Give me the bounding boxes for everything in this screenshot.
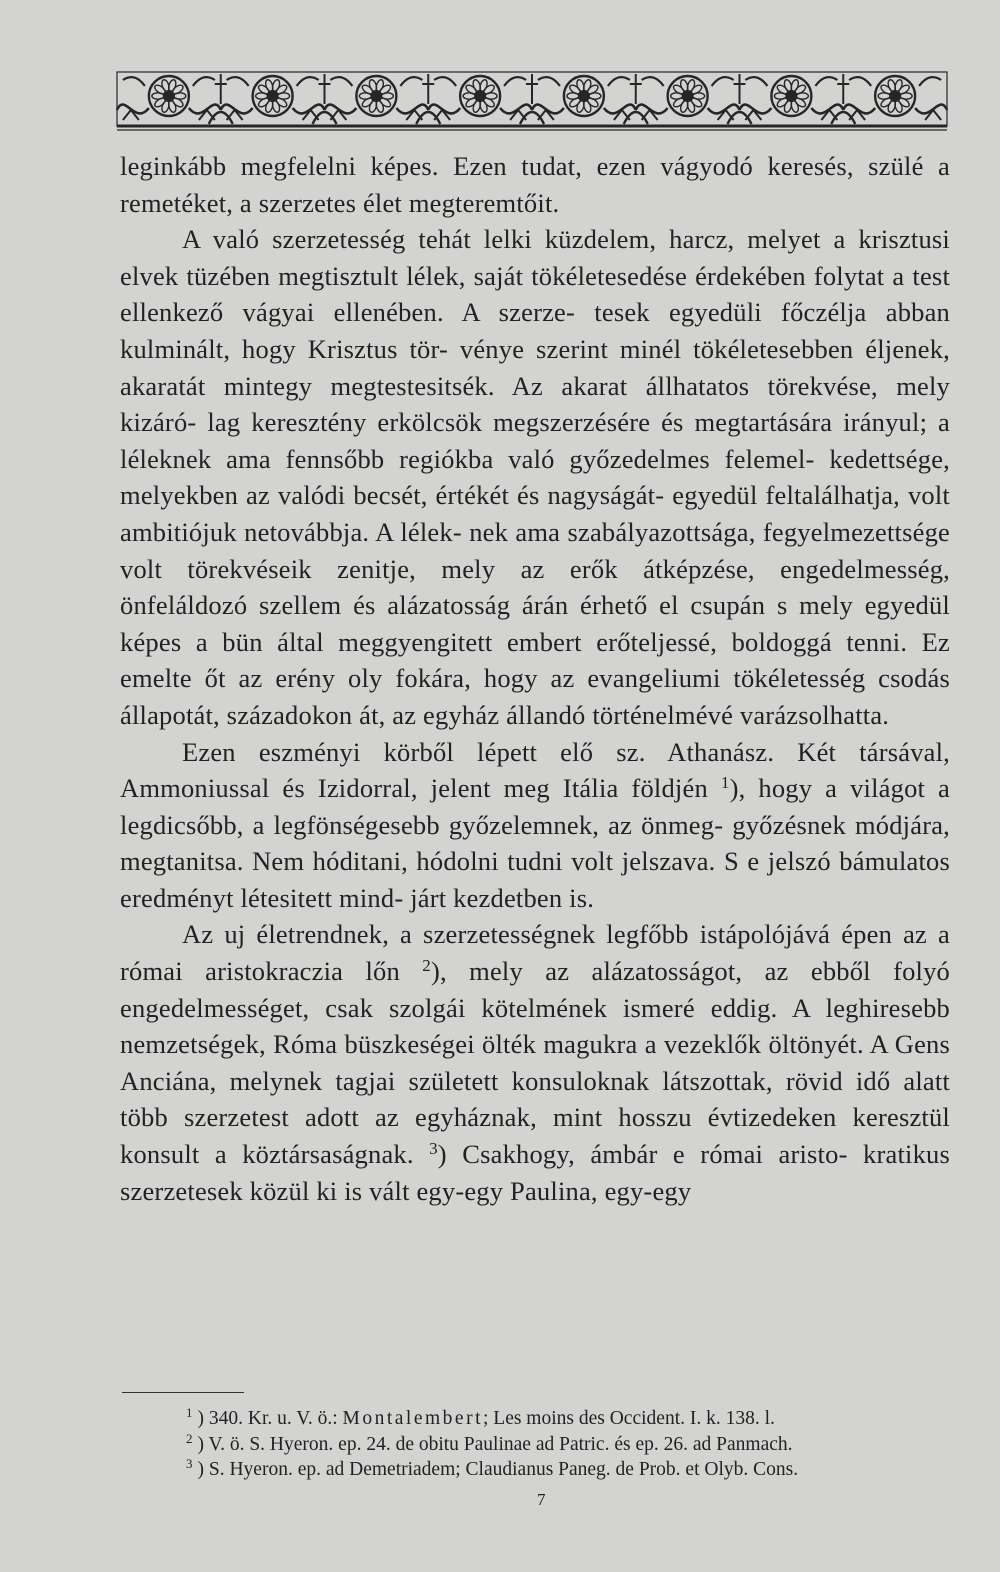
footnote-text: ) V. ö. S. Hyeron. ep. 24. de obitu Paulinae ad Patric. és ep. 26. ad Panmach. [197, 1433, 793, 1455]
footnotes [186, 1406, 956, 1483]
text-line: szülé a remetéket, a szerzetes élet megteremtőit. [120, 151, 950, 218]
footnote-number: 1 [186, 1405, 193, 1420]
text-line: szellem és alázatosság árán érhető el csupán s mely egyedül [259, 590, 950, 621]
text-line: tagjai született konsuloknak látszottak, rövid idő alatt több [120, 1065, 950, 1133]
footnote-number: 2 [186, 1430, 193, 1446]
text-line: egyedül feltalálhatja, volt ambitiójuk netovábbja. A lélek- [120, 480, 950, 547]
footnote-1 [186, 1406, 956, 1432]
footnote-marker: 1 [720, 773, 730, 793]
floral-ornament-band-icon [116, 70, 948, 132]
text-line: nek ama szabályazottsága, fegyelmezettsége volt törekvéseik [120, 516, 950, 584]
text-line: történelmévé varázsolhatta. [592, 699, 890, 730]
footnote-text: ; Les moins des Occident. I. k. 138. l. [482, 1408, 775, 1429]
footnote-author: Montalembert [342, 1408, 483, 1429]
text-line: tökéletesség csodás állapotát, századokon át, az egyház állandó [120, 663, 951, 730]
text-line: a krisztusi elvek tüzében megtisztult lélek, saját tökéletesedése [120, 224, 950, 291]
text-line: leginkább megfelelni képes. Ezen tudat, ezen vágyodó keresés, [120, 151, 854, 181]
text-line: A való szerzetesség tehát lelki küzdelem, harcz, melyet [182, 224, 821, 255]
text-line: győzésnek módjára, megtanitsa. Nem hóditani, hódolni tudni [120, 809, 950, 877]
text-line: érdekében folytat a test ellenkező vágyai ellenében. A szerze- [120, 260, 951, 328]
footnote-marker: 2 [422, 956, 431, 976]
footnote-3 [186, 1457, 956, 1483]
text-line: kratikus szerzetesek közül ki is vált egy-egy Paulina, egy-egy [120, 1139, 950, 1206]
text-line: volt jelszava. S e jelszó bámulatos eredményt létesitett mind- [120, 846, 951, 913]
text-line: eddig. A leghiresebb nemzetségek, Róma büszkeségei ölték [120, 992, 951, 1060]
body-text [120, 148, 950, 1209]
text-line: zenitje, mely az erők átképzése, engedelmesség, önfeláldozó [120, 553, 950, 621]
paragraph [120, 148, 950, 221]
text-line: világot a legdicsőbb, a legfönségesebb győzelemnek, az önmeg- [120, 773, 950, 840]
text-line: konsult a köztársaságnak. $^3$) Csakhogy, ámbár e római aristo- [120, 1139, 848, 1170]
paragraph [120, 734, 950, 917]
paragraph [120, 916, 950, 1209]
text-line: az ebből folyó engedelmességet, csak szolgái kötelmének ismeré [120, 956, 951, 1023]
text-line: járt kezdetben is. [410, 882, 595, 913]
text-line: Ezen eszményi körből lépett elő sz. Athanász. Két társával, [182, 736, 950, 767]
text-line: képes a bün által meggyengitett embert erőteljessé, boldoggá [120, 626, 832, 657]
text-line: megtestesitsék. Az akarat állhatatos törekvése, mely kizáró- [120, 370, 951, 438]
text-line: tenni. Ez emelte őt az erény oly fokára, hogy az evangeliumi [120, 626, 951, 694]
footnote-text: ) S. Hyeron. ep. ad Demetriadem; Claudianus Paneg. de Prob. et Olyb. Cons. [197, 1459, 799, 1480]
text-line: kedettsége, melyekben az valódi becsét, értékét és nagyságát- [120, 443, 950, 511]
page-number: 7 [537, 1490, 546, 1509]
text-line: szerzetest adott az egyháznak, mint hosszu évtizedeken keresztül [183, 1102, 950, 1133]
text-line: Ammoniussal és Izidorral, jelent meg Itália földjén $^1$), hogy a [120, 773, 838, 804]
text-line: tesek egyedüli főczélja abban kulminált, hogy Krisztus tör- [120, 297, 951, 364]
footnote-number: 3 [186, 1456, 193, 1471]
text-line: Az uj életrendnek, a szerzetességnek legfőbb istápolójává [182, 919, 831, 950]
text-line: épen az a római aristokraczia lőn $^2$), mely az alázatosságot, [120, 919, 950, 987]
footnote-marker: 3 [429, 1139, 438, 1159]
footnote-2 [186, 1432, 956, 1458]
text-line: lag keresztény erkölcsök megszerzésére és megtartására irányul; [207, 407, 928, 438]
footnote-separator [122, 1392, 244, 1393]
text-line: a léleknek ama fennsőbb regiókba való győzedelmes felemel- [120, 407, 951, 474]
text-line: magukra a vezeklők öltönyét. A Gens Anciána, melynek [120, 1029, 950, 1096]
paragraph [120, 221, 950, 733]
footnote-text: ) 340. Kr. u. V. ö.: [197, 1408, 343, 1429]
text-line: vénye szerint minél tökéletesebben éljenek, akaratát mintegy [120, 333, 950, 401]
